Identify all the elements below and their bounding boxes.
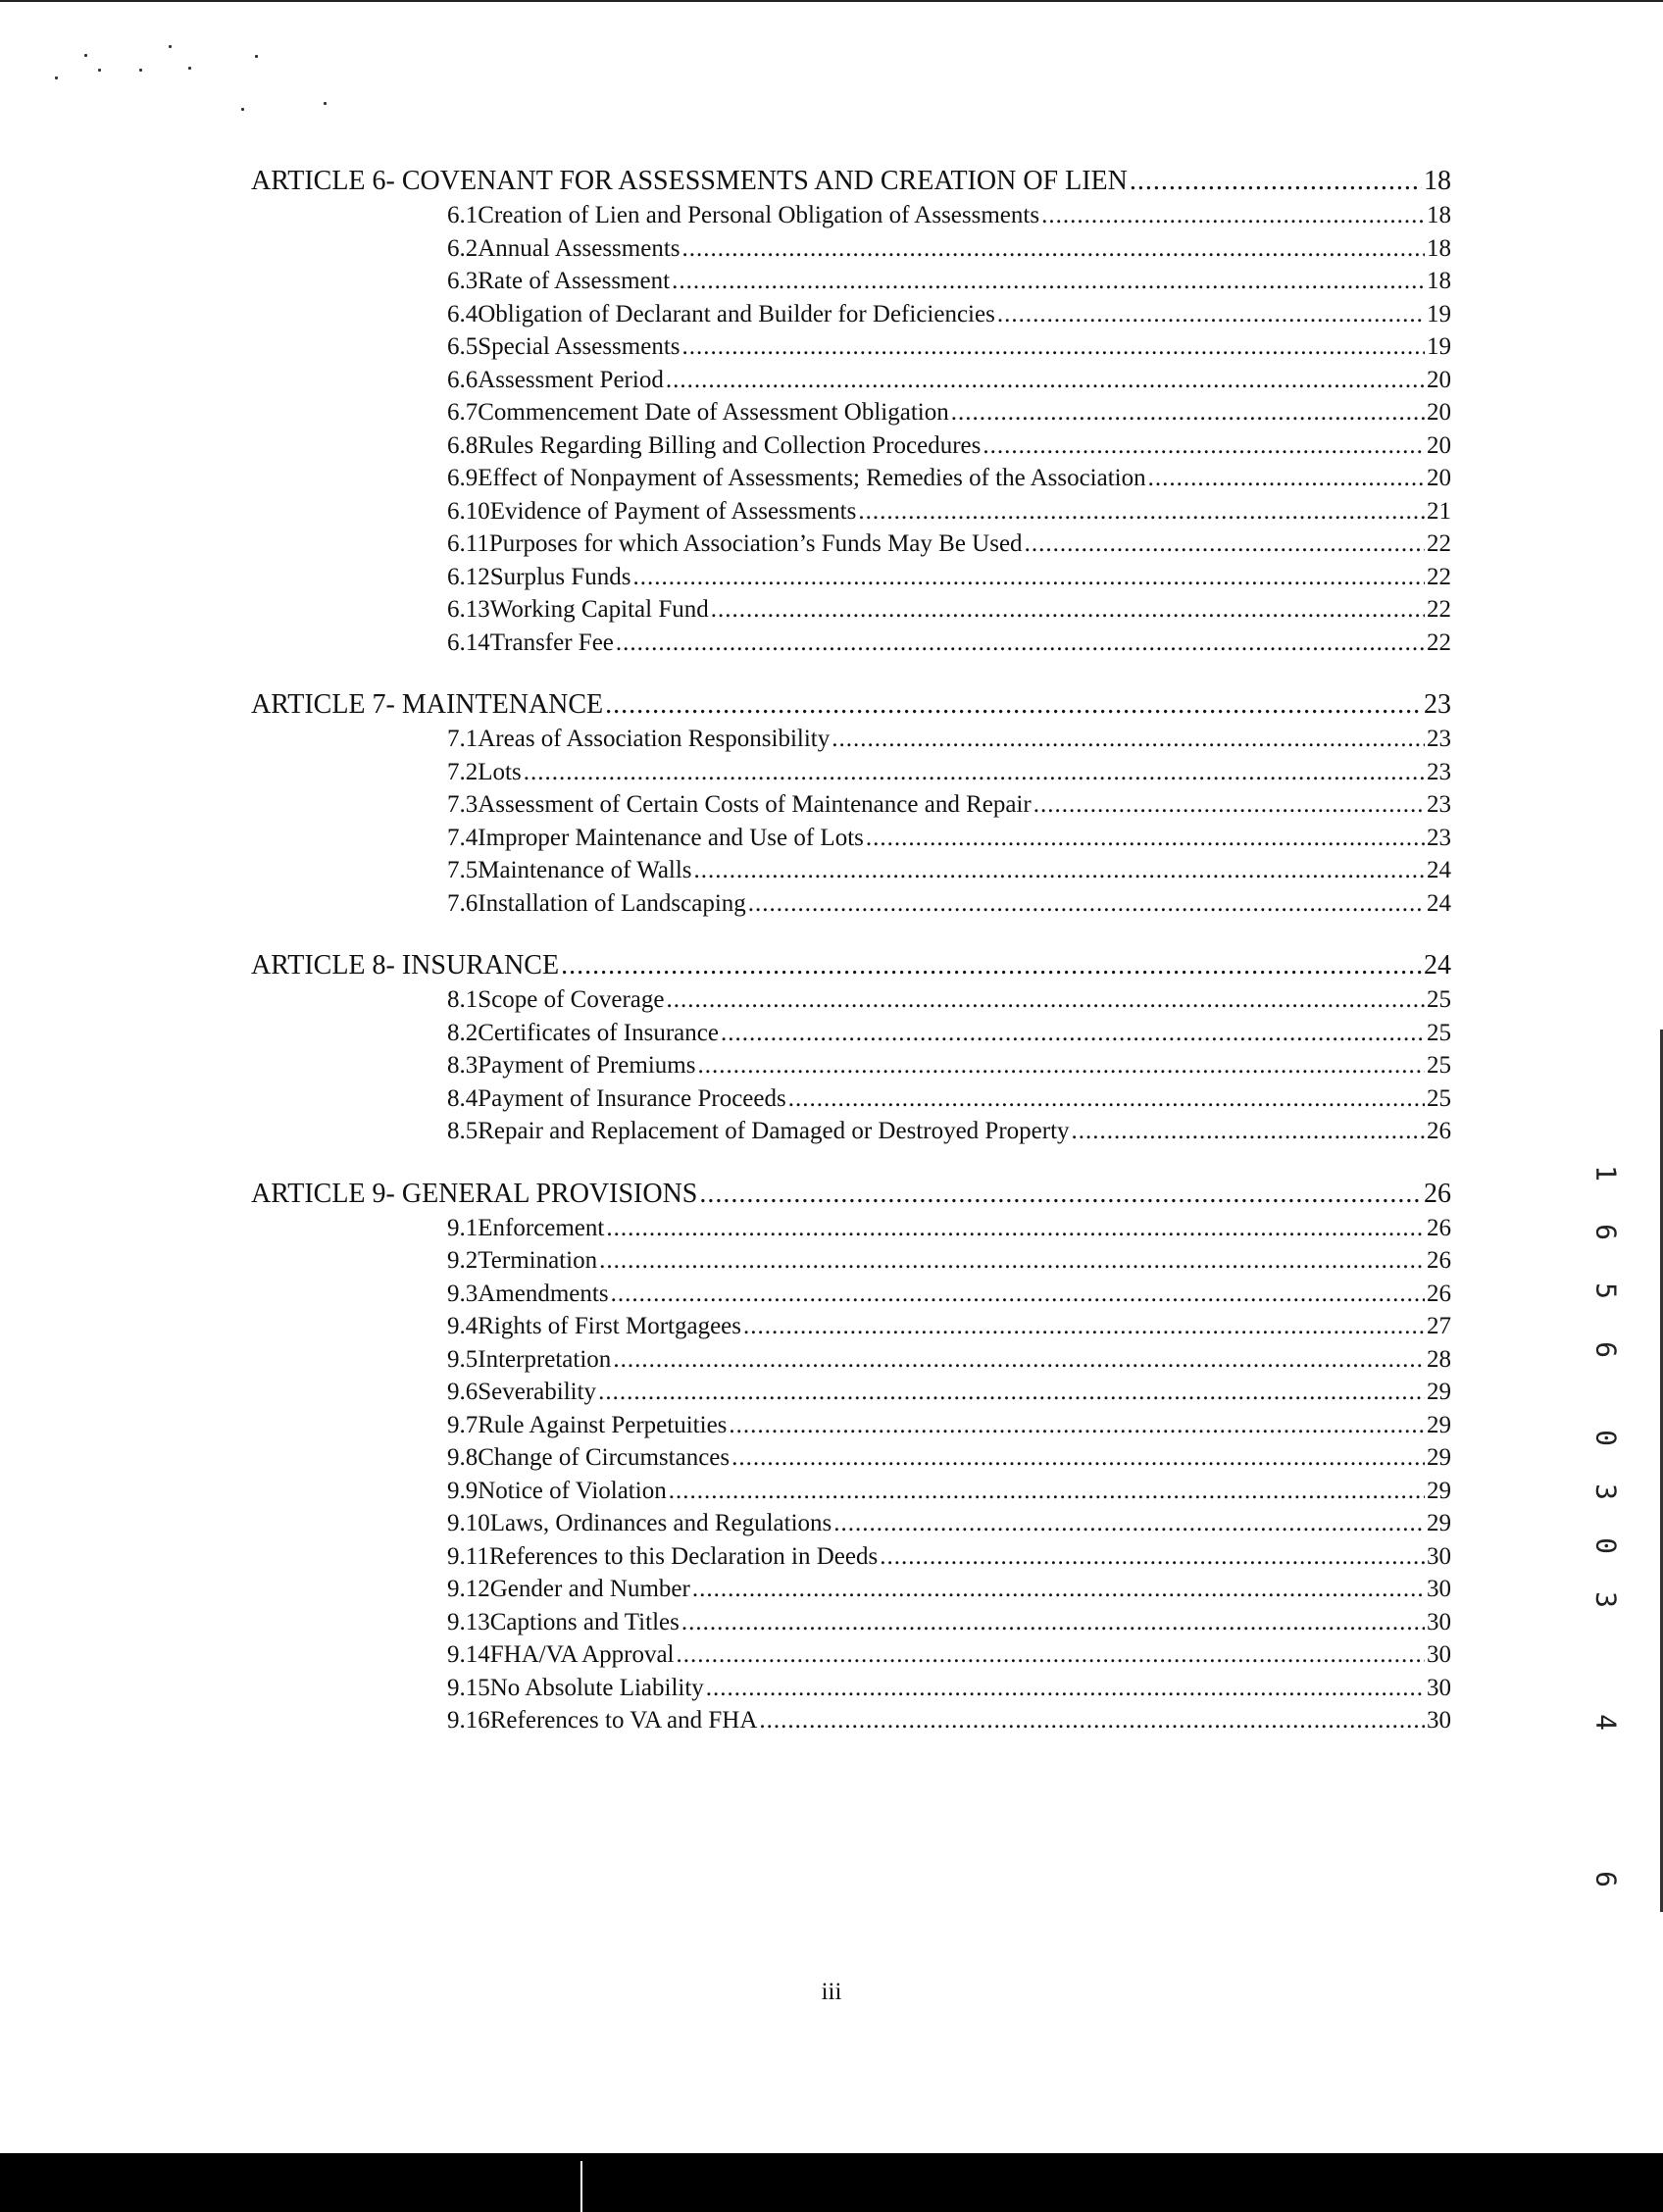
section-title: Purposes for which Association’s Funds May Be Used xyxy=(488,530,1023,557)
scan-speck xyxy=(55,76,58,79)
dot-leader xyxy=(832,723,1425,756)
table-of-contents xyxy=(251,164,1451,1737)
section-page: 23 xyxy=(1427,824,1451,851)
section-number: 6.12 xyxy=(447,563,490,590)
section-title: References to this Declaration in Deeds xyxy=(488,1542,879,1570)
dot-leader xyxy=(616,627,1425,660)
section-title: Change of Circumstances xyxy=(478,1444,731,1471)
section-number: 8.5 xyxy=(447,1118,479,1144)
section-row xyxy=(251,1672,1451,1705)
scan-speck xyxy=(188,67,191,70)
section-title: Effect of Nonpayment of Assessments; Remedies of the Association xyxy=(478,465,1146,491)
section-row xyxy=(251,1540,1451,1574)
section-row xyxy=(251,1441,1451,1475)
section-number: 6.7 xyxy=(447,399,479,426)
section-row xyxy=(251,1507,1451,1540)
article-6 xyxy=(251,164,1451,659)
section-page: 29 xyxy=(1427,1477,1451,1504)
dot-leader xyxy=(666,983,1425,1017)
section-row xyxy=(251,627,1451,660)
article-title: ARTICLE 9- GENERAL PROVISIONS xyxy=(251,1178,698,1209)
section-number: 8.2 xyxy=(447,1019,479,1046)
section-page: 25 xyxy=(1427,1084,1451,1112)
section-page: 29 xyxy=(1427,1379,1451,1405)
section-title: Working Capital Fund xyxy=(489,596,709,623)
section-number: 9.8 xyxy=(447,1444,479,1471)
section-number: 9.6 xyxy=(447,1379,479,1405)
stamp-digit: 3 xyxy=(1589,1591,1623,1608)
section-number: 7.2 xyxy=(447,758,479,785)
dot-leader xyxy=(748,887,1425,921)
section-row xyxy=(251,1475,1451,1508)
section-row xyxy=(251,528,1451,561)
section-page: 26 xyxy=(1427,1118,1451,1144)
section-number: 9.16 xyxy=(447,1707,490,1734)
stamp-digit: 0 xyxy=(1589,1430,1623,1446)
section-number: 9.2 xyxy=(447,1247,479,1274)
section-number: 7.1 xyxy=(447,726,479,752)
dot-leader xyxy=(721,1017,1425,1050)
section-number: 6.6 xyxy=(447,366,479,393)
recording-stamp xyxy=(1587,1157,1626,1932)
stamp-digit: 5 xyxy=(1589,1282,1623,1299)
stamp-digit: 4 xyxy=(1589,1714,1623,1731)
article-title: ARTICLE 8- INSURANCE xyxy=(251,950,560,980)
section-page: 19 xyxy=(1427,300,1451,327)
section-row xyxy=(251,330,1451,364)
section-title: Maintenance of Walls xyxy=(478,857,692,883)
dot-leader xyxy=(666,364,1425,397)
section-number: 9.15 xyxy=(447,1674,490,1701)
section-page: 20 xyxy=(1427,465,1451,491)
scan-speck xyxy=(255,55,258,58)
dot-leader xyxy=(672,265,1425,298)
section-title: Certificates of Insurance xyxy=(478,1019,719,1046)
section-page: 29 xyxy=(1427,1411,1451,1438)
section-number: 9.4 xyxy=(447,1313,479,1339)
section-title: Annual Assessments xyxy=(478,234,680,262)
section-page: 18 xyxy=(1427,268,1451,294)
dot-leader xyxy=(606,1212,1425,1245)
section-row xyxy=(251,265,1451,298)
section-row xyxy=(251,887,1451,921)
dot-leader xyxy=(561,948,1422,983)
article-title: ARTICLE 7- MAINTENANCE xyxy=(251,689,604,720)
section-title: Evidence of Payment of Assessments xyxy=(489,497,857,525)
dot-leader xyxy=(599,1244,1425,1278)
section-title: Rights of First Mortgagees xyxy=(478,1313,741,1339)
dot-leader xyxy=(677,1638,1425,1672)
scan-speck xyxy=(324,102,327,105)
dot-leader xyxy=(633,561,1425,594)
section-page: 29 xyxy=(1427,1444,1451,1471)
stamp-digit: 3 xyxy=(1589,1483,1623,1500)
section-number: 7.3 xyxy=(447,791,479,818)
scan-speck xyxy=(84,54,87,57)
section-row xyxy=(251,1115,1451,1148)
section-row xyxy=(251,756,1451,789)
article-heading xyxy=(251,164,1451,199)
section-title: References to VA and FHA xyxy=(489,1707,758,1734)
section-title: Improper Maintenance and Use of Lots xyxy=(478,824,864,851)
section-page: 30 xyxy=(1427,1641,1451,1668)
dot-leader xyxy=(598,1376,1425,1409)
section-title: Assessment Period xyxy=(478,366,664,393)
section-page: 30 xyxy=(1427,1707,1451,1734)
section-page: 26 xyxy=(1427,1247,1451,1274)
section-page: 30 xyxy=(1427,1576,1451,1602)
section-number: 6.13 xyxy=(447,596,490,623)
section-title: Installation of Landscaping xyxy=(478,889,746,917)
dot-leader xyxy=(880,1540,1425,1574)
section-page: 18 xyxy=(1427,234,1451,262)
section-row xyxy=(251,1638,1451,1672)
dot-leader xyxy=(706,1672,1425,1705)
section-row xyxy=(251,199,1451,232)
section-title: Enforcement xyxy=(478,1214,605,1241)
stamp-digit: 6 xyxy=(1589,1224,1623,1240)
section-number: 9.14 xyxy=(447,1641,490,1668)
section-page: 30 xyxy=(1427,1608,1451,1635)
scan-speck xyxy=(241,108,244,111)
section-title: Notice of Violation xyxy=(478,1477,667,1504)
section-number: 6.4 xyxy=(447,300,479,327)
section-title: Captions and Titles xyxy=(489,1608,680,1635)
section-title: Creation of Lien and Personal Obligation of Assessments xyxy=(478,202,1040,228)
section-title: Payment of Premiums xyxy=(478,1052,696,1079)
section-title: Interpretation xyxy=(478,1345,612,1373)
dot-leader xyxy=(699,1177,1422,1212)
section-page: 24 xyxy=(1427,889,1451,917)
section-row xyxy=(251,1606,1451,1639)
dot-leader xyxy=(1025,528,1425,561)
section-title: Scope of Coverage xyxy=(478,986,665,1013)
stamp-digit: 1 xyxy=(1589,1165,1623,1181)
dot-leader xyxy=(788,1082,1425,1116)
dot-leader xyxy=(833,1507,1425,1540)
page-number: iii xyxy=(821,1979,842,2005)
section-row xyxy=(251,788,1451,822)
dot-leader xyxy=(524,756,1425,789)
dot-leader xyxy=(729,1409,1425,1442)
section-title: Special Assessments xyxy=(478,333,680,360)
dot-leader xyxy=(858,495,1425,528)
section-title: No Absolute Liability xyxy=(489,1674,704,1701)
section-title: Areas of Association Responsibility xyxy=(478,726,831,752)
section-page: 25 xyxy=(1427,1052,1451,1079)
section-page: 23 xyxy=(1427,791,1451,818)
section-number: 9.1 xyxy=(447,1214,479,1241)
section-number: 8.3 xyxy=(447,1052,479,1079)
section-row xyxy=(251,232,1451,266)
section-title: Payment of Insurance Proceeds xyxy=(478,1084,786,1112)
article-title: ARTICLE 6- COVENANT FOR ASSESSMENTS AND CREATION OF LIEN xyxy=(251,166,1128,196)
section-number: 9.13 xyxy=(447,1608,490,1635)
section-page: 29 xyxy=(1427,1510,1451,1536)
scan-speck xyxy=(98,69,101,72)
article-9 xyxy=(251,1177,1451,1737)
section-number: 9.12 xyxy=(447,1576,490,1602)
dot-leader xyxy=(731,1441,1425,1475)
section-number: 7.5 xyxy=(447,857,479,883)
section-row xyxy=(251,723,1451,756)
dot-leader xyxy=(613,1343,1425,1377)
section-title: Amendments xyxy=(478,1280,609,1307)
section-number: 6.11 xyxy=(447,530,489,557)
section-number: 8.1 xyxy=(447,986,479,1013)
dot-leader xyxy=(997,298,1425,331)
dot-leader xyxy=(681,1606,1425,1639)
stamp-digit: 6 xyxy=(1589,1341,1623,1358)
dot-leader xyxy=(1033,788,1425,822)
dot-leader xyxy=(605,687,1422,723)
section-row xyxy=(251,1278,1451,1311)
section-page: 22 xyxy=(1427,530,1451,557)
section-number: 6.3 xyxy=(447,268,479,294)
section-page: 25 xyxy=(1427,1019,1451,1046)
section-title: Gender and Number xyxy=(489,1576,690,1602)
section-page: 30 xyxy=(1427,1542,1451,1570)
section-row xyxy=(251,1244,1451,1278)
section-number: 9.7 xyxy=(447,1411,479,1438)
section-page: 25 xyxy=(1427,986,1451,1013)
section-number: 8.4 xyxy=(447,1084,479,1112)
dot-leader xyxy=(711,593,1425,627)
section-page: 22 xyxy=(1427,563,1451,590)
section-number: 6.5 xyxy=(447,333,479,360)
section-page: 23 xyxy=(1427,726,1451,752)
article-heading xyxy=(251,687,1451,723)
article-heading xyxy=(251,948,1451,983)
dot-leader xyxy=(692,1573,1425,1606)
section-row xyxy=(251,1409,1451,1442)
dot-leader xyxy=(983,429,1425,463)
section-row xyxy=(251,854,1451,887)
article-8 xyxy=(251,948,1451,1148)
dot-leader xyxy=(866,822,1425,855)
section-page: 22 xyxy=(1427,628,1451,656)
section-number: 6.14 xyxy=(447,628,490,656)
dot-leader xyxy=(1148,462,1425,495)
section-title: Termination xyxy=(478,1247,598,1274)
scan-speck xyxy=(139,69,142,72)
section-number: 9.9 xyxy=(447,1477,479,1504)
section-row xyxy=(251,1082,1451,1116)
section-title: Laws, Ordinances and Regulations xyxy=(489,1510,832,1536)
section-row xyxy=(251,1343,1451,1377)
section-row xyxy=(251,822,1451,855)
dot-leader xyxy=(611,1278,1425,1311)
section-number: 9.11 xyxy=(447,1542,489,1570)
section-page: 20 xyxy=(1427,366,1451,393)
article-heading xyxy=(251,1177,1451,1212)
section-page: 28 xyxy=(1427,1345,1451,1373)
section-title: Repair and Replacement of Damaged or Destroyed Property xyxy=(478,1118,1070,1144)
dot-leader xyxy=(1130,164,1422,199)
section-page: 22 xyxy=(1427,596,1451,623)
section-row xyxy=(251,1573,1451,1606)
section-row xyxy=(251,462,1451,495)
section-row xyxy=(251,298,1451,331)
section-row xyxy=(251,1376,1451,1409)
section-row xyxy=(251,396,1451,429)
section-page: 19 xyxy=(1427,333,1451,360)
section-page: 23 xyxy=(1427,758,1451,785)
dot-leader xyxy=(682,330,1426,364)
scan-speck xyxy=(169,45,172,48)
section-page: 18 xyxy=(1427,202,1451,228)
section-number: 9.10 xyxy=(447,1510,490,1536)
section-row xyxy=(251,593,1451,627)
section-number: 6.1 xyxy=(447,202,479,228)
dot-leader xyxy=(759,1704,1425,1737)
section-title: Rate of Assessment xyxy=(478,268,671,294)
article-page: 23 xyxy=(1424,689,1451,720)
section-title: Severability xyxy=(478,1379,597,1405)
section-row xyxy=(251,364,1451,397)
section-row xyxy=(251,429,1451,463)
section-page: 20 xyxy=(1427,399,1451,426)
section-title: FHA/VA Approval xyxy=(489,1641,675,1668)
section-number: 6.9 xyxy=(447,465,479,491)
scan-top-edge xyxy=(0,0,1663,2)
section-row xyxy=(251,561,1451,594)
section-page: 30 xyxy=(1427,1674,1451,1701)
article-page: 18 xyxy=(1424,166,1451,196)
dot-leader xyxy=(669,1475,1425,1508)
section-row xyxy=(251,1049,1451,1082)
section-page: 20 xyxy=(1427,431,1451,459)
section-page: 26 xyxy=(1427,1214,1451,1241)
section-title: Commencement Date of Assessment Obligation xyxy=(478,399,949,426)
dot-leader xyxy=(697,1049,1425,1082)
section-number: 6.8 xyxy=(447,431,479,459)
dot-leader xyxy=(694,854,1425,887)
section-row xyxy=(251,495,1451,528)
scan-mark xyxy=(580,2161,582,2212)
section-number: 7.4 xyxy=(447,824,479,851)
article-7 xyxy=(251,687,1451,920)
dot-leader xyxy=(682,232,1426,266)
stamp-digit: 6 xyxy=(1589,1871,1623,1887)
section-number: 9.5 xyxy=(447,1345,479,1373)
section-title: Rule Against Perpetuities xyxy=(478,1411,728,1438)
article-page: 24 xyxy=(1424,950,1451,980)
dot-leader xyxy=(951,396,1425,429)
section-number: 6.10 xyxy=(447,497,490,525)
section-row xyxy=(251,1212,1451,1245)
section-number: 9.3 xyxy=(447,1280,479,1307)
section-title: Lots xyxy=(478,758,522,785)
section-title: Transfer Fee xyxy=(489,628,614,656)
dot-leader xyxy=(743,1310,1425,1343)
section-row xyxy=(251,1310,1451,1343)
section-page: 24 xyxy=(1427,857,1451,883)
scan-bottom-edge xyxy=(0,2153,1663,2212)
section-page: 21 xyxy=(1427,497,1451,525)
dot-leader xyxy=(1041,199,1425,232)
section-number: 6.2 xyxy=(447,234,479,262)
section-title: Obligation of Declarant and Builder for Deficiencies xyxy=(478,300,995,327)
stamp-digit: 0 xyxy=(1589,1537,1623,1554)
section-page: 26 xyxy=(1427,1280,1451,1307)
section-row xyxy=(251,983,1451,1017)
section-title: Rules Regarding Billing and Collection Procedures xyxy=(478,431,982,459)
section-row xyxy=(251,1704,1451,1737)
section-page: 27 xyxy=(1427,1313,1451,1339)
dot-leader xyxy=(1072,1115,1425,1148)
section-title: Surplus Funds xyxy=(489,563,631,590)
section-row xyxy=(251,1017,1451,1050)
article-page: 26 xyxy=(1424,1178,1451,1209)
section-number: 7.6 xyxy=(447,889,479,917)
section-title: Assessment of Certain Costs of Maintenance and Repair xyxy=(478,791,1032,818)
